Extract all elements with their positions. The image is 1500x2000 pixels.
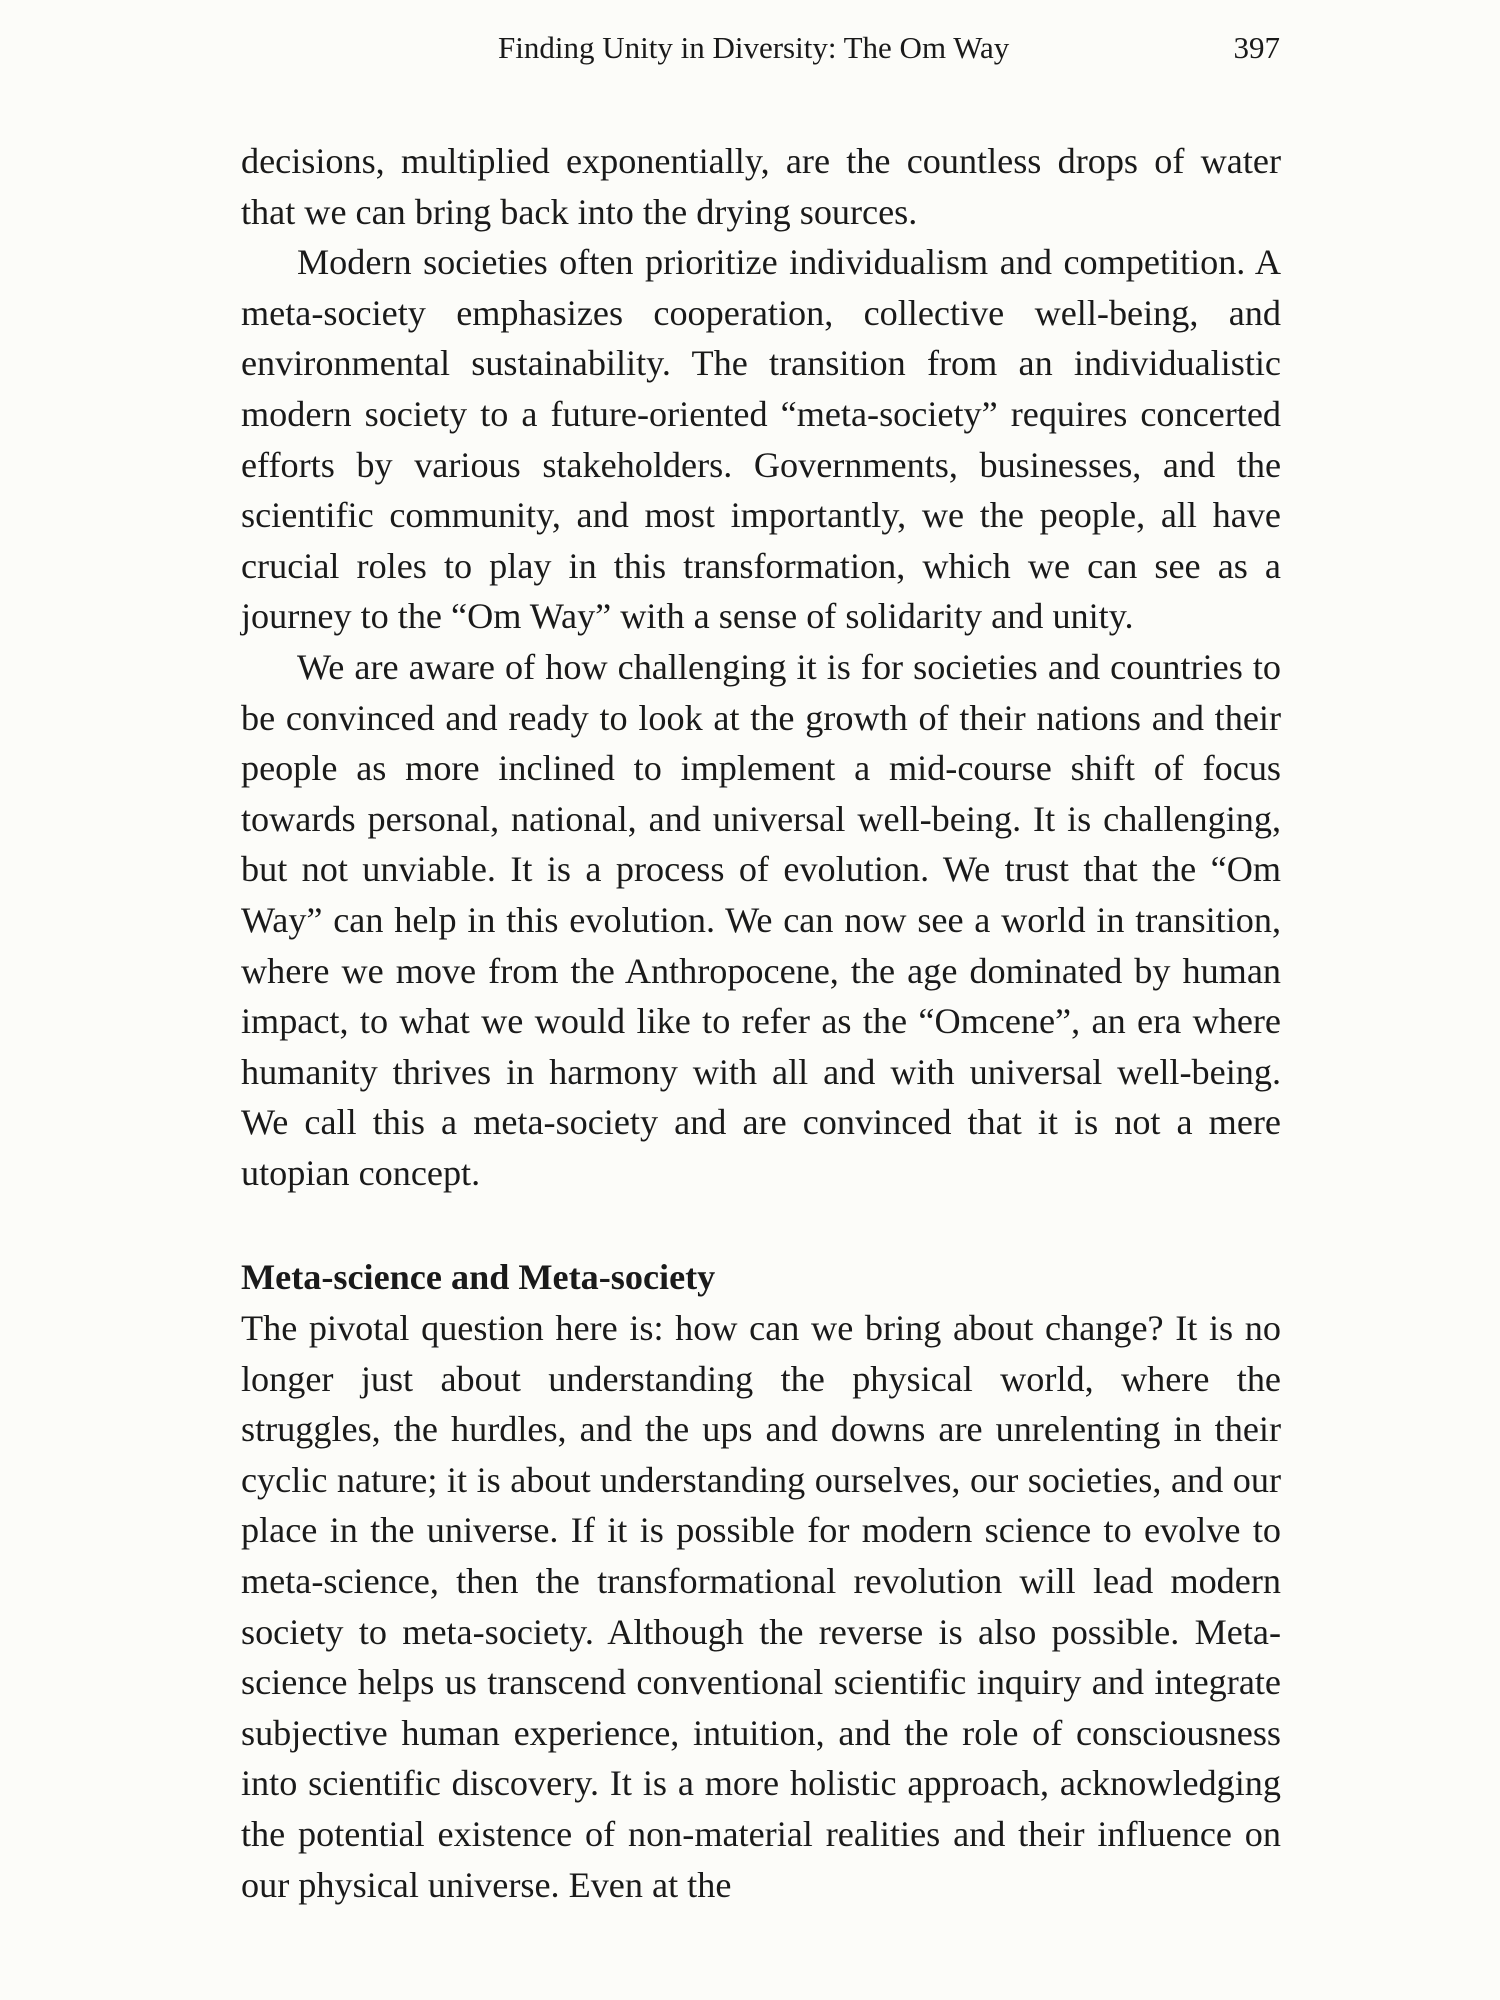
paragraph-pivotal-question: The pivotal question here is: how can we bring about change? It is no longer just about understanding the physical world, where the struggles, the hurdles, and the ups and downs are unrelenting in their cyclic nature; it is about understanding ourselves, our societies, and our place in the universe. If it is possible for modern science to evolve to meta-science, then the transformational revolution will lead modern society to meta-society. Although the reverse is also possible. Meta-science helps us transcend conventional scientific inquiry and integrate subjective human experience, intuition, and the role of consciousness into scientific discovery. It is a more holistic approach, acknowledging the potential existence of non-material realities and their influence on our physical universe. Even at the	[241, 1308, 1281, 1905]
paragraph-modern-societies: Modern societies often prioritize individualism and competition. A meta-society emphasizes cooperation, collective well-being, and environmental sustainability. The transition from an individualistic modern society to a future-oriented “meta-society” requires concerted efforts by various stakeholders. Governments, businesses, and the scientific community, and most importantly, we the people, all have crucial roles to play in this transformation, which we can see as a journey to the “Om Way” with a sense of solidarity and unity.	[241, 242, 1281, 637]
running-head	[240, 28, 1280, 68]
running-title: Finding Unity in Diversity: The Om Way	[498, 30, 1010, 65]
page-number: 397	[1233, 30, 1280, 65]
body-text	[241, 136, 1281, 1910]
paragraph-challenging: We are aware of how challenging it is for societies and countries to be convinced and ready to look at the growth of their nations and their people as more inclined to implement a mid-course shift of focus towards personal, national, and universal well-being. It is challenging, but not unviable. It is a process of evolution. We trust that the “Om Way” can help in this evolution. We can now see a world in transition, where we move from the Anthropocene, the age dominated by human impact, to what we would like to refer as the “Omcene”, an era where humanity thrives in harmony with all and with universal well-being. We call this a meta-society and are convinced that it is not a mere utopian concept.	[241, 646, 1281, 1193]
section-heading: Meta-science and Meta-society	[241, 1257, 716, 1298]
paragraph-continued: decisions, multiplied exponentially, are the countless drops of water that we can bring back into the drying sources.	[241, 141, 1281, 232]
